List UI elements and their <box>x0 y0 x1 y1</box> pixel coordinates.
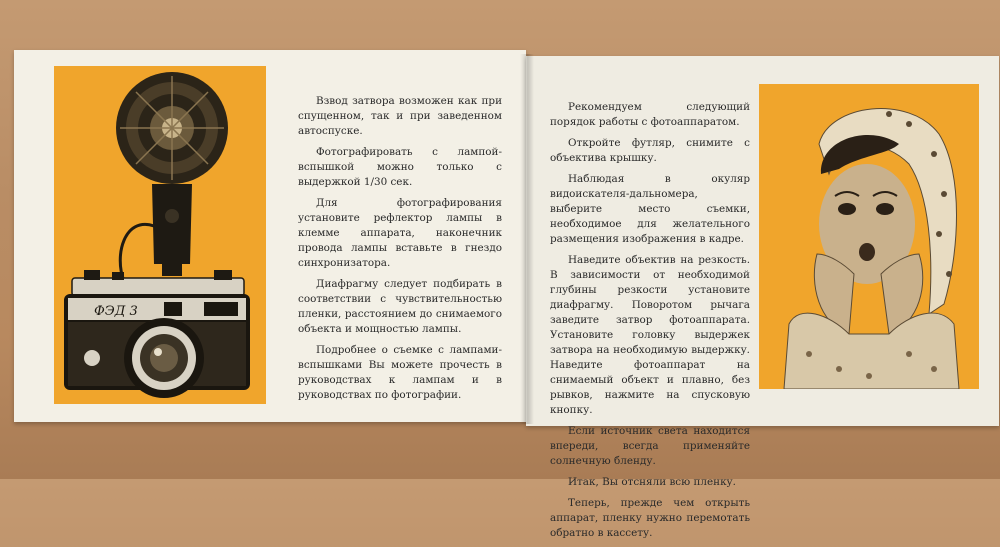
paragraph: Итак, Вы отсняли всю пленку. <box>568 476 736 488</box>
child-photo-panel <box>759 84 979 389</box>
paragraph: Откройте футляр, снимите с объектива крышку. <box>550 137 750 164</box>
left-text-column <box>298 94 502 409</box>
right-text-column <box>550 100 750 547</box>
child-portrait-icon <box>759 84 979 389</box>
paragraph: Наведите объектив на резкость. В зависимости от необходимой глубины резкости установите диафрагму. Поворотом рычага заведите затвор фотоаппарата. Установите головку выдержек затвора на необходимую выдержку. Наведите фотоаппарат на снимаемый объект и плавно, без рывков, нажмите на спусковую кнопку. <box>550 254 750 416</box>
paragraph: Теперь, прежде чем открыть аппарат, пленку нужно перемотать обратно в кассету. <box>550 497 750 539</box>
paragraph: Фотографировать с лампой-вспышкой можно только с выдержкой 1/30 сек. <box>298 146 502 188</box>
booklet <box>14 44 999 539</box>
paragraph: Для фотографирования установите рефлектор лампы в клемме аппарата, наконечник провода лампы вставьте в гнездо синхронизатора. <box>298 197 502 269</box>
paragraph: Взвод затвора возможен как при спущенном, так и при заведенном автоспуске. <box>298 95 502 137</box>
camera-model-label: ФЭД 3 <box>94 304 138 319</box>
paragraph: Подробнее о съемке с лампами-вспышками Вы можете прочесть в руководствах к лампам и в руководствах по фотографии. <box>298 344 502 401</box>
paragraph: Рекомендуем следующий порядок работы с фотоаппаратом. <box>550 101 750 128</box>
paragraph: Диафрагму следует подбирать в соответствии с чувствительностью пленки, расстоянием до снимаемого объекта и мощностью лампы. <box>298 278 502 335</box>
camera-flash-icon <box>54 66 266 404</box>
paragraph: Если источник света находится впереди, всегда применяйте солнечную бленду. <box>550 425 750 467</box>
center-fold <box>520 54 534 424</box>
camera-illustration-panel <box>54 66 266 404</box>
paragraph: Наблюдая в окуляр видоискателя-дальномера, выберите место съемки, необходимое для желательного размещения изображения в кадре. <box>550 173 750 245</box>
